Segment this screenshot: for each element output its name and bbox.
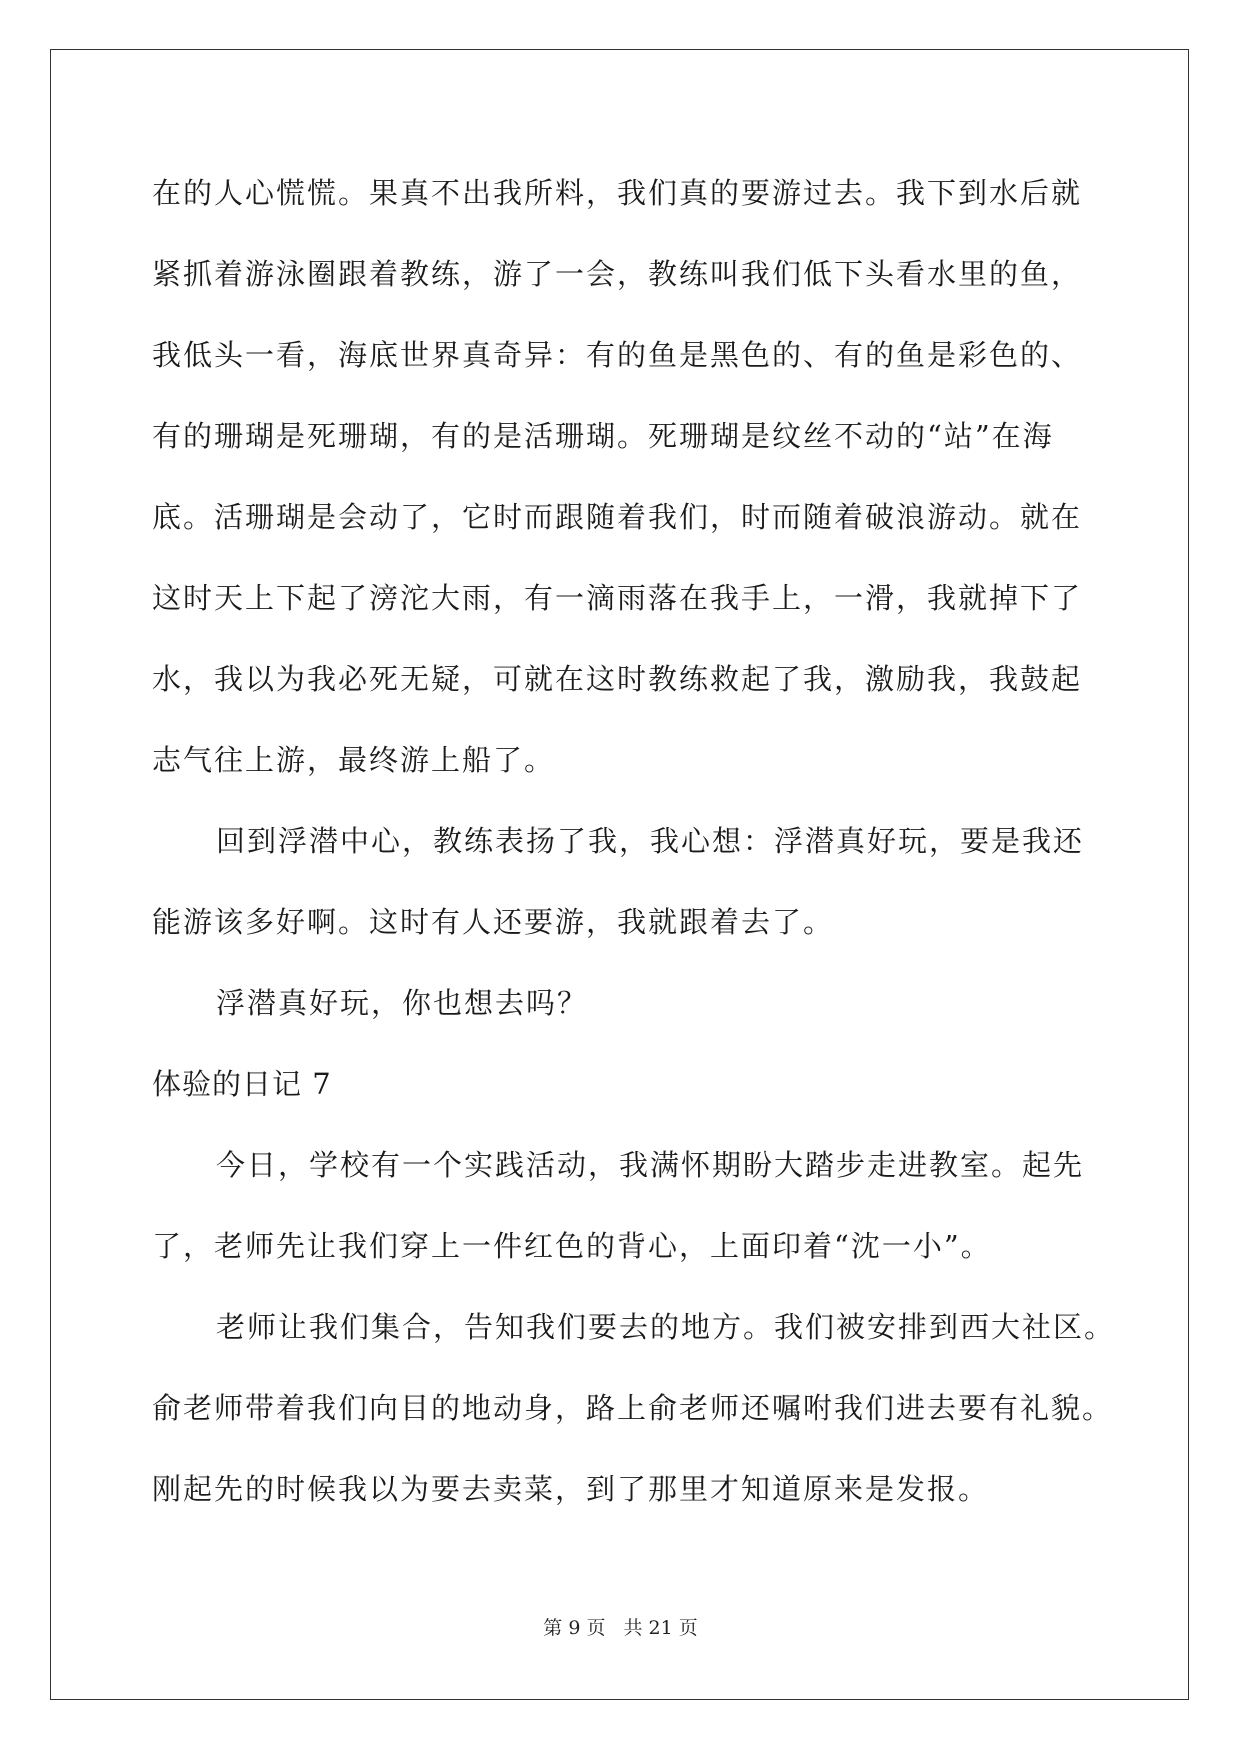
paragraph-line: 紧抓着游泳圈跟着教练，游了一会，教练叫我们低下头看水里的鱼， <box>152 257 1083 291</box>
paragraph-line: 刚起先的时候我以为要去卖菜，到了那里才知道原来是发报。 <box>152 1472 990 1506</box>
paragraph-line: 今日，学校有一个实践活动，我满怀期盼大踏步走进教室。起先 <box>216 1148 1085 1182</box>
document-body <box>152 163 1116 1540</box>
paragraph-line: 浮潜真好玩，你也想去吗？ <box>216 986 589 1020</box>
paragraph-line: 有的珊瑚是死珊瑚，有的是活珊瑚。死珊瑚是纹丝不动的“站”在海 <box>152 419 1054 453</box>
paragraph-line: 在的人心慌慌。果真不出我所料，我们真的要游过去。我下到水后就 <box>152 176 1083 210</box>
paragraph-line: 这时天上下起了滂沱大雨，有一滴雨落在我手上，一滑，我就掉下了 <box>152 581 1083 615</box>
paragraph-line: 俞老师带着我们向目的地动身，路上俞老师还嘱咐我们进去要有礼貌。 <box>152 1391 1114 1425</box>
page-total: 共 21 页 <box>623 1617 698 1639</box>
paragraph-line: 底。活珊瑚是会动了，它时而跟随着我们，时而随着破浪游动。就在 <box>152 500 1083 534</box>
paragraph-line: 水，我以为我必死无疑，可就在这时教练救起了我，激励我，我鼓起 <box>152 662 1083 696</box>
paragraph-line: 我低头一看，海底世界真奇异：有的鱼是黑色的、有的鱼是彩色的、 <box>152 338 1083 372</box>
section-heading: 体验的日记 7 <box>152 1067 332 1101</box>
paragraph-line: 老师让我们集合，告知我们要去的地方。我们被安排到西大社区。 <box>216 1310 1116 1344</box>
page-number: 第 9 页 <box>543 1617 606 1639</box>
page-footer <box>0 1613 1241 1640</box>
paragraph-line: 了，老师先让我们穿上一件红色的背心，上面印着“沈一小”。 <box>152 1229 992 1263</box>
paragraph-line: 能游该多好啊。这时有人还要游，我就跟着去了。 <box>152 905 835 939</box>
paragraph-line: 回到浮潜中心，教练表扬了我，我心想：浮潜真好玩，要是我还 <box>216 824 1085 858</box>
paragraph-line: 志气往上游，最终游上船了。 <box>152 743 556 777</box>
